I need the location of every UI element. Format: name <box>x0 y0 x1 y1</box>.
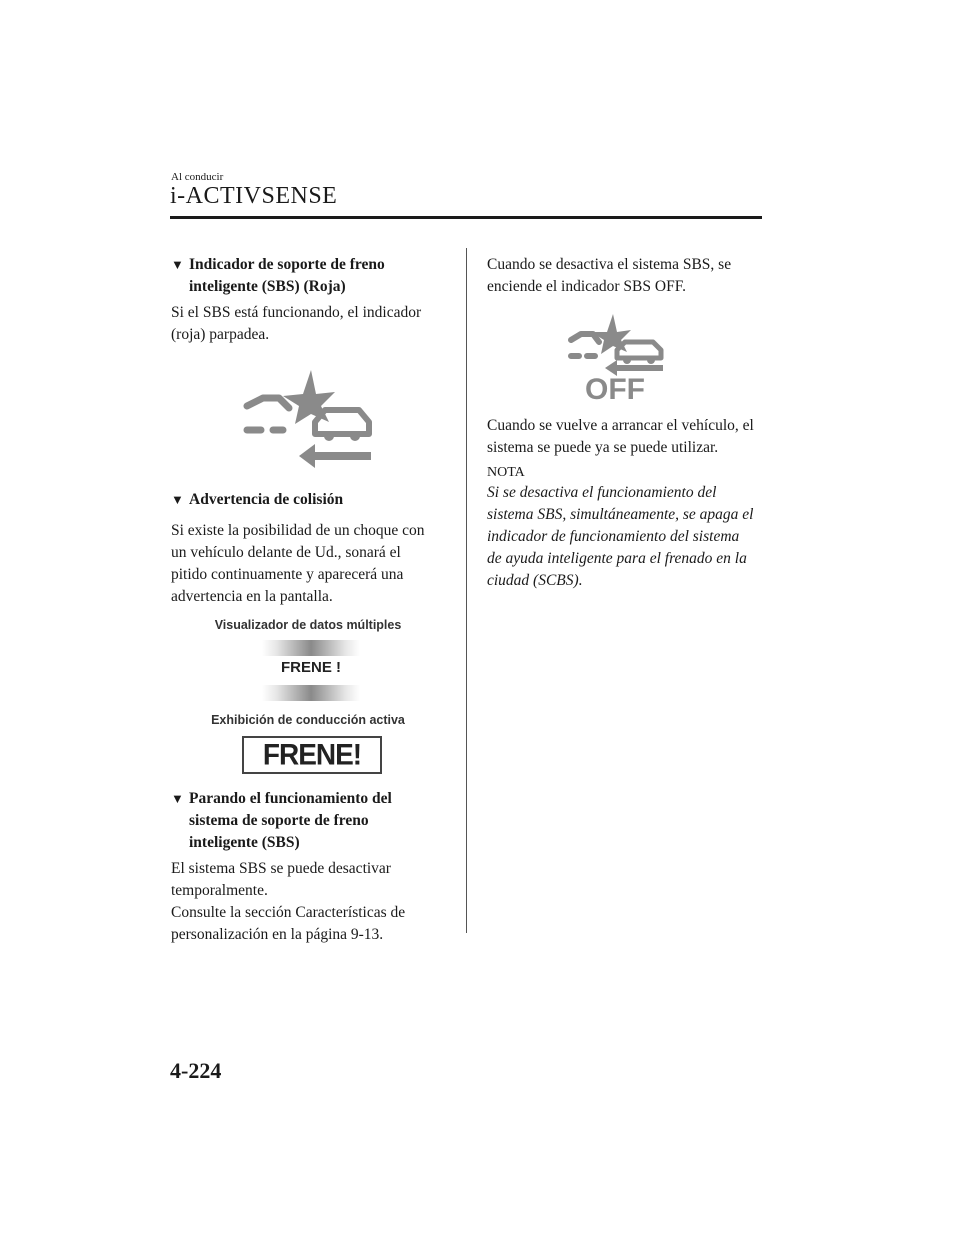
paragraph-sbs-off: Cuando se desactiva el sistema SBS, se enciende el indicador SBS OFF. <box>487 256 732 295</box>
paragraph-restart: Cuando se vuelve a arrancar el vehículo, el sistema se puede ya se puede utilizar. <box>487 417 754 456</box>
display-text-active: FRENE! <box>262 738 362 771</box>
triangle-bullet-icon: ▼ <box>171 257 184 272</box>
paragraph-deactivate: El sistema SBS se puede desactivar temporalmente. Consulte la sección Características de personalización en la página 9-13. <box>171 860 406 943</box>
page-number: 4-224 <box>170 1058 222 1083</box>
section-label: Al conducir <box>171 171 224 183</box>
active-display-frame <box>242 736 382 774</box>
sbs-warning-icon <box>243 364 375 468</box>
display-bar-bottom <box>262 685 360 701</box>
paragraph-sbs-flash: Si el SBS está funcionando, el indicador (roja) parpadea. <box>171 304 422 343</box>
display-text-multi: FRENE ! <box>281 659 341 676</box>
sbs-off-icon <box>565 312 671 402</box>
display-bar-top <box>262 640 360 656</box>
off-label: OFF <box>585 373 645 402</box>
heading-collision-warning: ▼ Advertencia de colisión <box>171 489 461 511</box>
display-caption-multi: Visualizador de datos múltiples <box>214 618 402 632</box>
display-caption-active: Exhibición de conducción activa <box>211 713 405 727</box>
note-text: Si se desactiva el funcionamiento del sistema SBS, simultáneamente, se apaga el indicador de funcionamiento del sistema de ayuda inteligente para el frenado en la ciudad (SCBS). <box>487 484 754 589</box>
heading-sbs-indicator: ▼ Indicador de soporte de freno inteligente (SBS) (Roja) <box>171 256 385 295</box>
triangle-bullet-icon: ▼ <box>171 492 184 507</box>
paragraph-collision: Si existe la posibilidad de un choque con un vehículo delante de Ud., sonará el pitido continuamente y aparecerá una advertencia en la pantalla. <box>171 522 425 605</box>
page-title: i-ACTIVSENSE <box>170 183 338 209</box>
heading-stop-sbs: ▼ Parando el funcionamiento del sistema de soporte de freno inteligente (SBS) <box>171 790 392 851</box>
header-rule <box>170 216 762 219</box>
triangle-bullet-icon: ▼ <box>171 791 184 806</box>
note-label: NOTA <box>487 465 525 480</box>
column-divider <box>466 248 467 933</box>
